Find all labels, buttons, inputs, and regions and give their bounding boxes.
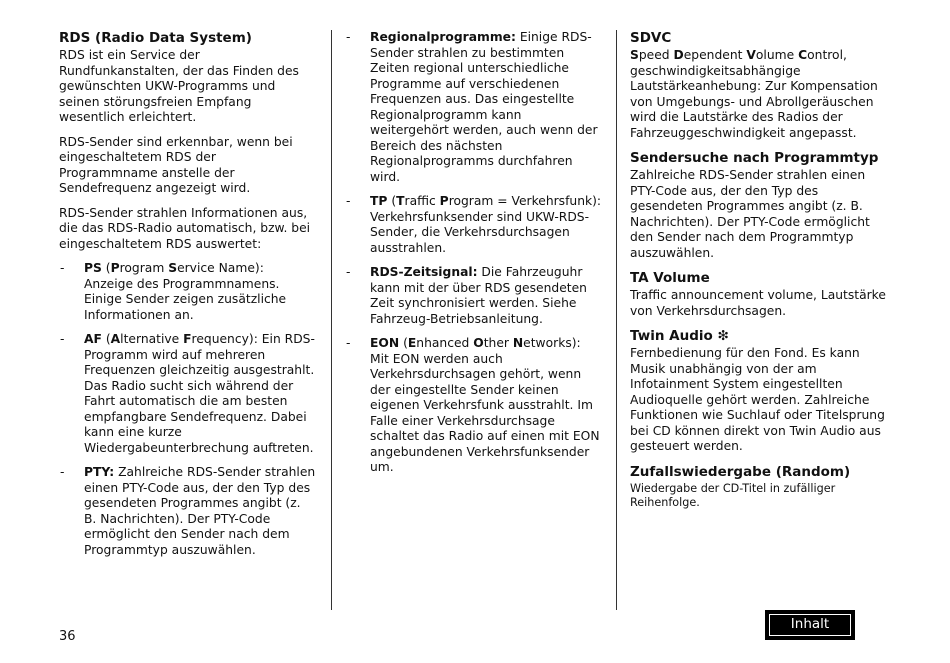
term-regionalprogramme: Regionalprogramme: [370,30,516,44]
sdvc-paragraph [630,48,892,141]
text-fragment: rogram = Verkehrsfunk [448,194,593,208]
dash-bullet: - [346,265,351,279]
random-heading: Zufallswiedergabe (Random) [630,463,851,480]
text-fragment: ): Anzeige des Programmnamens. Einige Sender zeigen zusätzliche Informationen an. [84,261,287,322]
bold-letter: N [512,336,524,350]
text-fragment: raffic [404,194,440,208]
bold-letter: S [630,48,639,62]
page-number: 36 [59,629,76,644]
term-ps: PS [84,261,102,275]
dash-bullet: - [60,332,65,346]
term-af: AF [84,332,102,346]
rds-feature-list-continued [345,30,603,476]
list-item-af [59,332,316,456]
bold-letter: F [183,332,192,346]
list-item-tp [345,194,603,256]
column-divider [616,30,617,610]
bold-letter: S [168,261,178,275]
bold-letter: P [110,261,120,275]
column-middle [345,30,603,485]
rds-recognition-paragraph: RDS-Sender sind erkennbar, wenn bei eingeschaltetem RDS der Programmname anstelle der Sendefrequenz angezeigt wird. [59,134,293,195]
ta-volume-paragraph: Traffic announcement volume, Lautstärke von Verkehrsdurchsagen. [630,288,886,318]
column-divider [331,30,332,610]
text-fragment: ): Mit EON werden auch Verkehrsdurchsagen gehört, wenn der eingestellte Sender keinen eigenen Verkehrsfunk ausstrahlt. Im Falle einer Verkehrsdurchsage schaltet das Radio auf einen mit EON angebundenen Verkehrsfunksender um. [370,336,600,474]
ta-volume-heading: TA Volume [630,270,710,286]
term-rds-zeitsignal: RDS-Zeitsignal: [370,265,478,279]
text-fragment: ): Ein RDS-Programm wird auf mehreren Frequenzen gleichzeitig ausgestrahlt. Das Radio sucht sich während der Fahrt automatisch die am besten empfangbare Sendefrequenz. Dabei kann eine kurze Wiedergabeunterbrechung auftreten. [84,332,315,455]
list-item-ps [59,261,316,323]
column-right [630,30,892,519]
text-fragment: Die Fahrzeuguhr kann mit der über RDS gesendeten Zeit synchronisiert werden. Siehe Fahrzeug-Betriebsanleitung. [370,265,587,326]
twin-audio-heading [630,328,892,344]
contents-button-label: Inhalt [790,616,830,633]
rds-heading: RDS (Radio Data System) [59,30,252,46]
text-fragment: Zahlreiche RDS-Sender strahlen einen PTY-Code aus, der den Typ des gesendeten Programmes angibt (z. B. Nachrichten). Der PTY-Code ermöglicht den Sender nach dem Programmtyp auszuwählen. [84,465,316,557]
text-fragment: ontrol, geschwindigkeitsabhängige Lautstärkeanhebung: Zur Kompensation von Umgebungs- und Abrollgeräuschen wird die Lautstärke des Radios der Fahrzeuggeschwindigkeit angepasst. [630,48,878,140]
rds-intro-paragraph: RDS ist ein Service der Rundfunkanstalten, der das Finden des gewünschten UKW-Programms und seinen störungsfreien Empfang wesentlich erleichtert. [59,48,299,124]
text-fragment: ( [101,332,111,346]
sendersuche-heading: Sendersuche nach Programmtyp [630,150,879,166]
contents-button[interactable] [765,610,855,640]
list-item-pty [59,465,316,558]
bold-letter: V [746,48,756,62]
bold-letter: C [798,48,808,62]
term-eon: EON [370,336,400,350]
text-fragment: ependent [683,48,747,62]
text-fragment: ( [399,336,408,350]
text-fragment: etworks [523,336,572,350]
bold-letter: A [110,332,121,346]
text-fragment: nhanced [416,336,474,350]
column-left [59,30,316,567]
text-fragment: ther [483,336,513,350]
text-fragment: requency [191,332,249,346]
text-fragment: ( [387,194,397,208]
text-fragment: rogram [119,261,169,275]
rds-info-paragraph: RDS-Sender strahlen Informationen aus, die das RDS-Radio automatisch, bzw. bei eingeschaltetem RDS auswertet: [59,205,311,251]
term-pty: PTY: [84,465,115,479]
text-fragment: peed [638,48,674,62]
dash-bullet: - [60,465,65,479]
twin-audio-symbol-icon: ❇ [717,328,729,344]
text-fragment: ervice Name [177,261,255,275]
dash-bullet: - [346,194,351,208]
random-paragraph: Wiedergabe der CD-Titel in zufälliger Reihenfolge. [630,481,836,509]
rds-feature-list [59,261,316,558]
text-fragment: ): Verkehrsfunksender sind UKW-RDS-Sender, die Verkehrsdurchsagen ausstrahlen. [370,194,602,255]
list-item-rds-zeitsignal [345,265,603,327]
term-tp: TP [370,194,388,208]
bold-letter: O [473,336,484,350]
dash-bullet: - [346,336,351,350]
sdvc-heading: SDVC [630,30,672,46]
bold-letter: E [407,336,417,350]
list-item-regionalprogramme [345,30,603,185]
bold-letter: P [439,194,449,208]
text-fragment: Einige RDS-Sender strahlen zu bestimmten Zeiten regional unterschiedliche Programme auf verschiedenen Frequenzen aus. Das eingestellte Regionalprogramm kann weitergehört werden, auch wenn der Bereich des nächsten Regionalprogramms durchfahren wird. [370,30,598,184]
twin-audio-paragraph: Fernbedienung für den Fond. Es kann Musik unabhängig von der am Infotainment System eingestellten Audioquelle gehört werden. Zahlreiche Funktionen wie Suchlauf oder Titelsprung bei CD können direkt von Twin Audio aus gesteuert werden. [630,346,885,453]
bold-letter: T [396,194,405,208]
text-fragment: ( [101,261,111,275]
bold-letter: D [673,48,684,62]
text-fragment: lternative [120,332,184,346]
sendersuche-paragraph: Zahlreiche RDS-Sender strahlen einen PTY-Code aus, der den Typ des gesendeten Programmes angibt (z. B. Nachrichten). Der PTY-Code ermöglicht den Sender nach dem Programmtyp auszuwählen. [630,168,870,260]
dash-bullet: - [60,261,65,275]
twin-audio-title: Twin Audio [630,328,713,344]
text-fragment: olume [755,48,799,62]
list-item-eon [345,336,603,476]
dash-bullet: - [346,30,351,44]
